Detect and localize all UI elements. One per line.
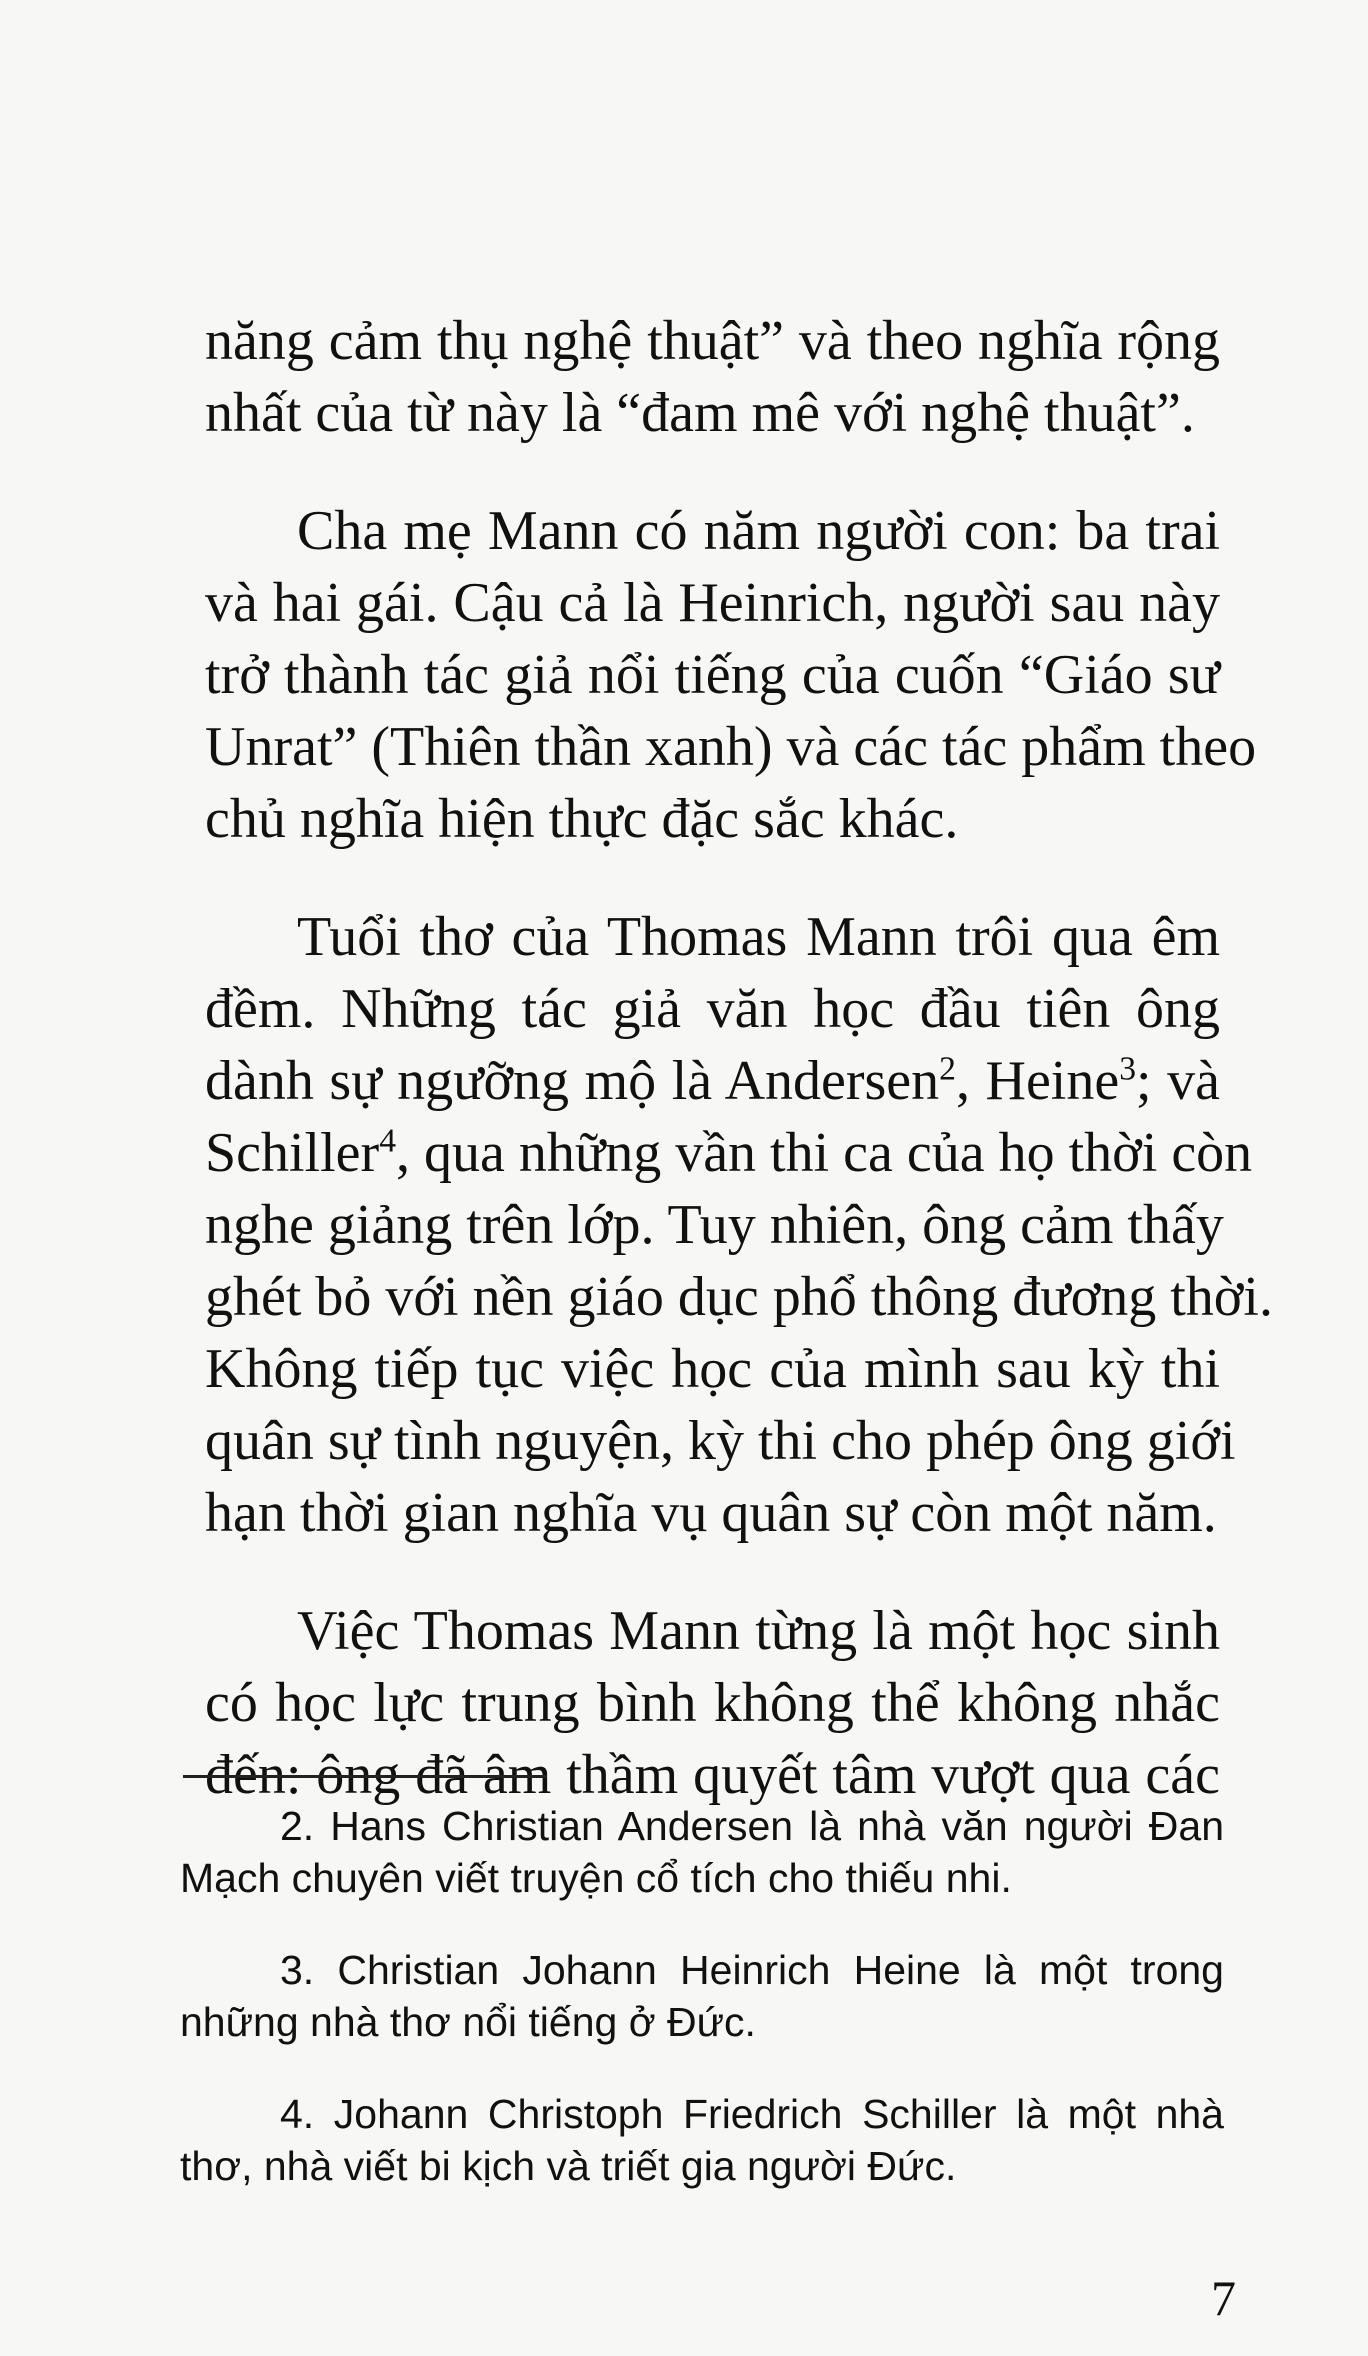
- text-line: Không tiếp tục việc học của mình sau kỳ thi: [205, 1338, 1220, 1400]
- page-number: 7: [1211, 2270, 1236, 2326]
- text-line: quân sự tình nguyện, kỳ thi cho phép ông giới: [205, 1410, 1236, 1472]
- body-text: [205, 305, 1273, 1811]
- paragraph: [205, 901, 1273, 1549]
- text-line: và hai gái. Cậu cả là Heinrich, người sau này: [205, 572, 1220, 634]
- footnote: [180, 2088, 1224, 2192]
- footnote-line: 2. Hans Christian Andersen là nhà văn người Đan: [280, 1803, 1224, 1849]
- text-line: trở thành tác giả nổi tiếng của cuốn “Giáo sư: [205, 644, 1220, 706]
- footnote-line: Mạch chuyên viết truyện cổ tích cho thiếu nhi.: [180, 1855, 1012, 1901]
- text-segment: dành sự ngưỡng mộ là Andersen: [205, 1050, 940, 1112]
- footnote-line: 4. Johann Christoph Friedrich Schiller là một nhà: [280, 2091, 1224, 2137]
- text-line-with-refs: [205, 1045, 1220, 1117]
- footnote-line: 3. Christian Johann Heinrich Heine là một trong: [280, 1947, 1224, 1993]
- text-segment: , Heine: [955, 1050, 1120, 1112]
- text-line: Việc Thomas Mann từng là một học sinh: [297, 1600, 1220, 1662]
- footnote: [180, 1944, 1224, 2048]
- text-line: nghe giảng trên lớp. Tuy nhiên, ông cảm thấy: [205, 1194, 1224, 1256]
- footnotes: [180, 1800, 1224, 2192]
- text-line: ghét bỏ với nền giáo dục phổ thông đương thời.: [205, 1266, 1273, 1328]
- footnote-ref: 3: [1119, 1050, 1137, 1088]
- text-line: năng cảm thụ nghệ thuật” và theo nghĩa rộng: [205, 310, 1220, 372]
- text-line: Unrat” (Thiên thần xanh) và các tác phẩm theo: [205, 716, 1257, 778]
- text-line: chủ nghĩa hiện thực đặc sắc khác.: [205, 788, 959, 850]
- footnote-line: những nhà thơ nổi tiếng ở Đức.: [180, 1999, 756, 2045]
- paragraph: [205, 1595, 1220, 1811]
- text-line: đềm. Những tác giả văn học đầu tiên ông: [205, 978, 1220, 1040]
- text-segment: ; và: [1136, 1050, 1220, 1112]
- text-line: đến: ông đã âm thầm quyết tâm vượt qua các: [205, 1744, 1220, 1806]
- text-line: Tuổi thơ của Thomas Mann trôi qua êm: [297, 906, 1220, 968]
- paragraph: [205, 305, 1220, 449]
- text-line-with-refs: [205, 1117, 1253, 1189]
- text-segment: Schiller: [205, 1122, 380, 1184]
- footnote-divider: [183, 1775, 547, 1778]
- text-line: hạn thời gian nghĩa vụ quân sự còn một năm.: [205, 1482, 1217, 1544]
- paragraph: [205, 495, 1257, 855]
- footnote-ref: 4: [379, 1122, 396, 1160]
- footnote-line: thơ, nhà viết bi kịch và triết gia người Đức.: [180, 2143, 957, 2189]
- footnote-ref: 2: [939, 1050, 956, 1088]
- text-segment: , qua những vần thi ca của họ thời còn: [395, 1122, 1253, 1184]
- footnote: [180, 1800, 1224, 1904]
- text-line: nhất của từ này là “đam mê với nghệ thuật”.: [205, 382, 1195, 444]
- text-line: có học lực trung bình không thể không nhắc: [205, 1672, 1220, 1734]
- text-line: Cha mẹ Mann có năm người con: ba trai: [297, 500, 1220, 562]
